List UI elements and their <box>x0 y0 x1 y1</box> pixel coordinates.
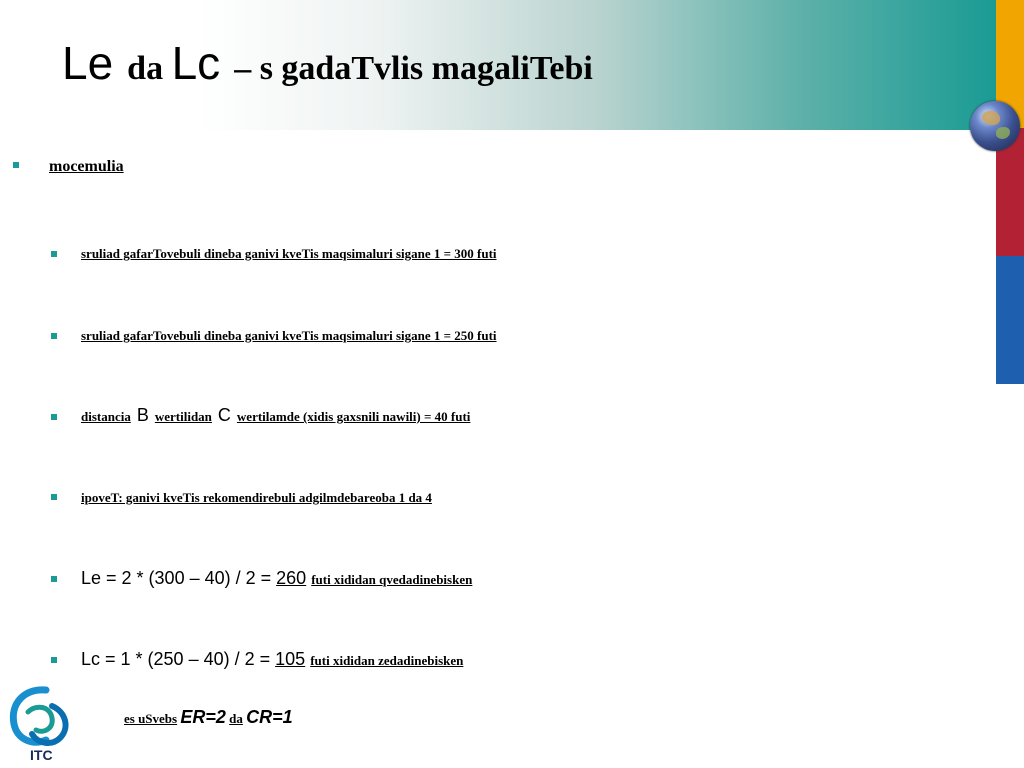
bullet-width-2: sruliad gafarTovebuli dineba ganivi kveTis maqsimaluri sigane 1 = 250 futi <box>81 328 497 343</box>
footer-and: da <box>229 711 243 726</box>
bullet-marker <box>51 494 57 500</box>
bullet-marker <box>51 576 57 582</box>
from-point-label: wertilidan <box>154 409 212 424</box>
point-c: C <box>217 405 231 425</box>
lc-formula: Lc = 1 * (250 – 40) / 2 = <box>81 649 271 669</box>
decor-bar-blue <box>996 256 1024 384</box>
lc-unit: futi xididan zedadinebisken <box>310 653 464 668</box>
bullet-marker <box>51 333 57 339</box>
to-point-label: wertilamde (xidis gaxsnili nawili) = 40 futi <box>236 409 471 424</box>
itc-logo <box>6 684 76 764</box>
bullet-le-formula <box>81 568 472 589</box>
bullet-distance <box>81 405 470 426</box>
footer-conclusion <box>124 707 293 728</box>
bullet-marker <box>51 251 57 257</box>
slide-title <box>62 36 593 90</box>
le-unit: futi xididan qvedadinebisken <box>311 572 473 587</box>
bullet-given: mocemulia <box>49 158 124 175</box>
globe-icon <box>970 101 1020 151</box>
bullet-marker <box>51 414 57 420</box>
title-rest: – s gadaTvlis magaliTebi <box>234 50 593 87</box>
title-da: da <box>127 50 164 87</box>
lc-value: 105 <box>275 649 306 669</box>
bullet-marker <box>51 657 57 663</box>
footer-cr: CR=1 <box>246 707 293 727</box>
itc-logo-text: ITC <box>30 747 53 763</box>
point-b: B <box>136 405 149 425</box>
title-le: Le <box>62 37 114 89</box>
le-formula: Le = 2 * (300 – 40) / 2 = <box>81 568 272 588</box>
bullet-find: ipoveT: ganivi kveTis rekomendirebuli adgilmdebareoba 1 da 4 <box>81 490 432 505</box>
title-lc: Lc <box>171 37 221 89</box>
distance-label: distancia <box>81 409 131 424</box>
footer-er: ER=2 <box>180 707 226 727</box>
footer-allows: es uSvebs <box>124 711 178 726</box>
le-value: 260 <box>276 568 307 588</box>
bullet-marker <box>13 162 19 168</box>
bullet-lc-formula <box>81 649 463 670</box>
bullet-width-1: sruliad gafarTovebuli dineba ganivi kveTis maqsimaluri sigane 1 = 300 futi <box>81 246 497 261</box>
